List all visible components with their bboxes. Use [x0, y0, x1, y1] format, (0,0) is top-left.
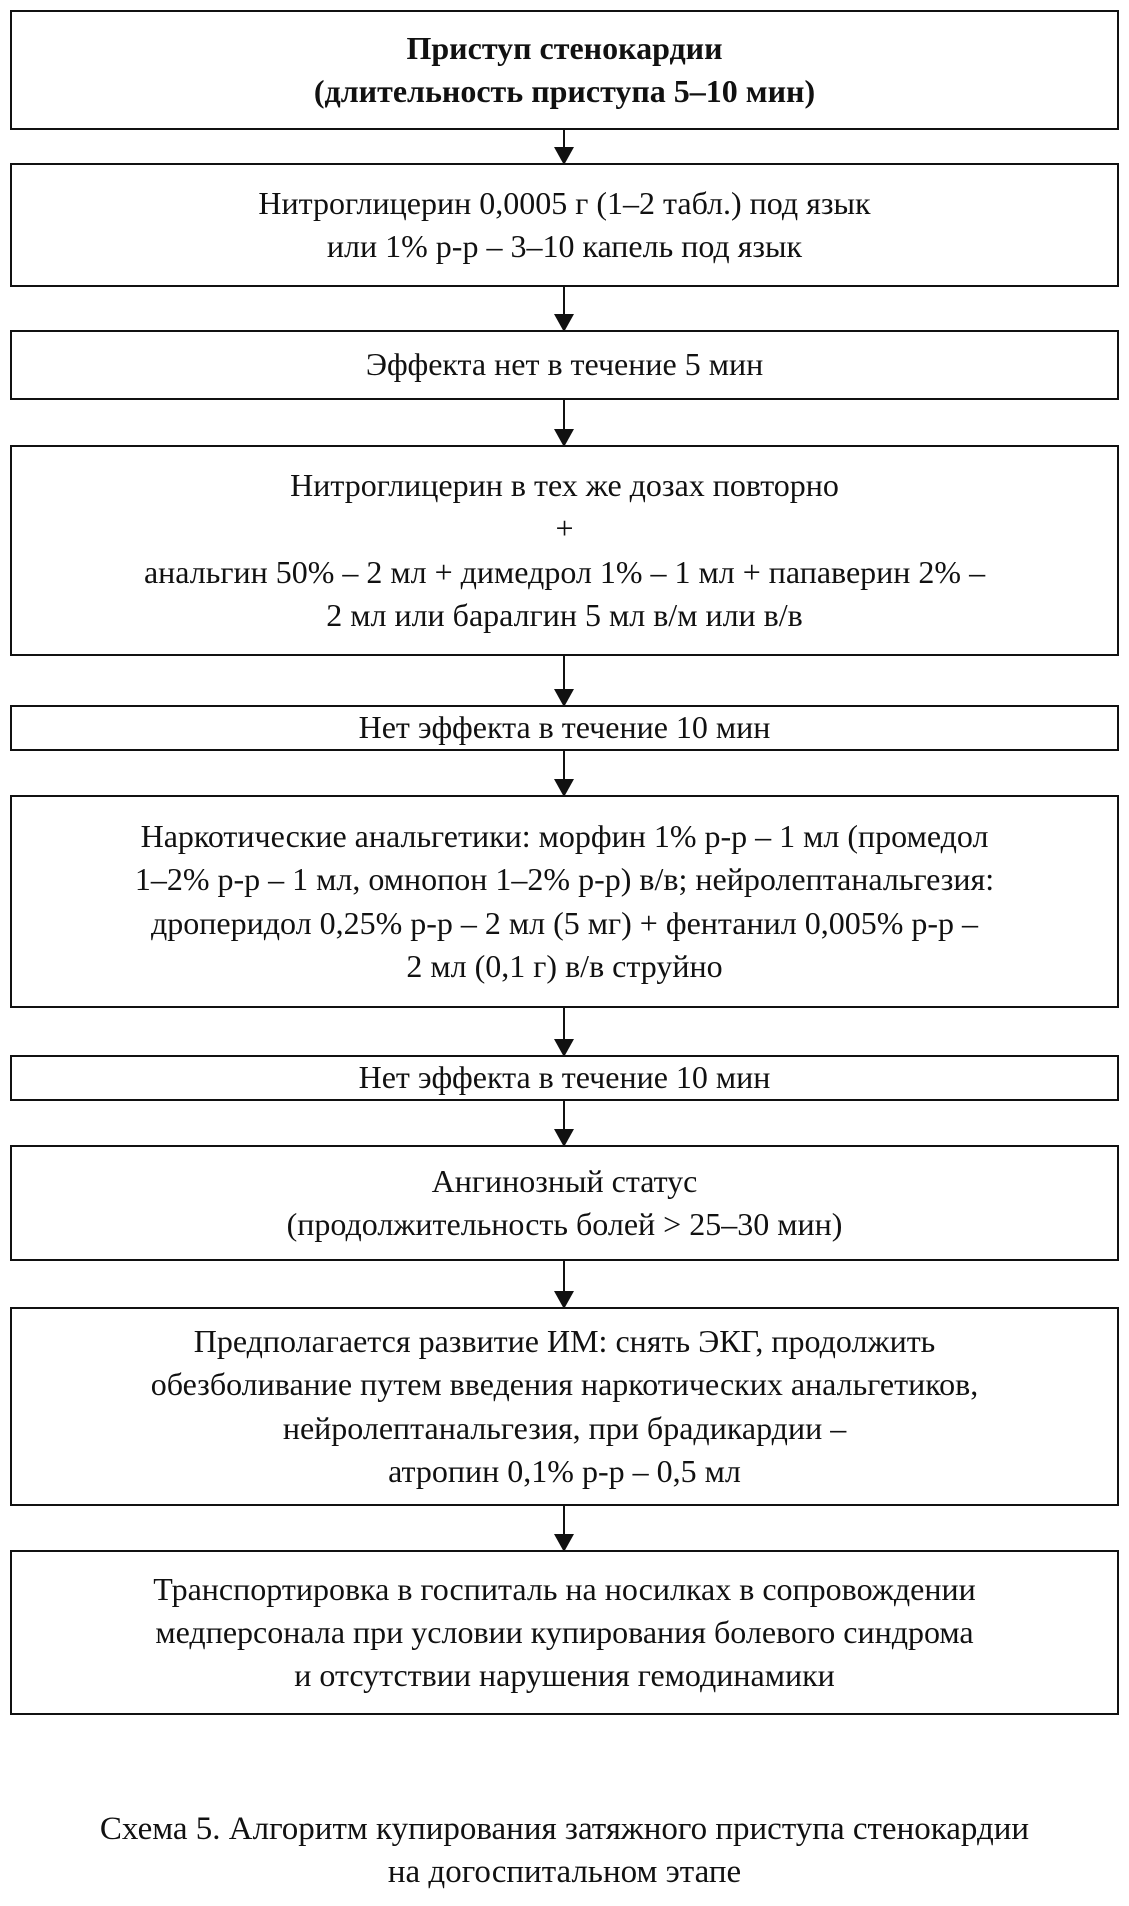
step-10-line-2: медперсонала при условии купирования болевого синдрома — [155, 1613, 974, 1650]
step-1-line-1: Приступ стенокардии — [406, 29, 723, 66]
step-9-line-3: нейролептанальгезия, при брадикардии – — [282, 1409, 847, 1446]
step-8-line-1: Ангинозный статус — [431, 1162, 698, 1199]
step-10-box — [10, 1550, 1119, 1715]
step-4-box — [10, 445, 1119, 656]
arrow-7-to-8 — [563, 1101, 565, 1145]
step-10-line-1: Транспортировка в госпиталь на носилках в сопровождении — [153, 1570, 976, 1607]
step-4-line-1: Нитроглицерин в тех же дозах повторно — [290, 467, 839, 504]
step-9-line-4: атропин 0,1% р-р – 0,5 мл — [388, 1452, 741, 1489]
step-4-line-4: 2 мл или баралгин 5 мл в/м или в/в — [326, 596, 803, 633]
arrow-9-to-10 — [563, 1506, 565, 1550]
step-2-line-2: или 1% р-р – 3–10 капель под язык — [326, 228, 803, 264]
step-4-line-2: + — [555, 510, 574, 547]
step-6-box — [10, 795, 1119, 1008]
arrow-6-to-7 — [563, 1008, 565, 1055]
step-8-line-2: (продолжительность болей > 25–30 мин) — [286, 1206, 843, 1242]
step-5-box — [10, 705, 1119, 751]
step-6-line-2: 1–2% р-р – 1 мл, омнопон 1–2% р-р) в/в; нейролептанальгезия: — [134, 861, 995, 898]
step-6-line-1: Наркотические анальгетики: морфин 1% р-р – 1 мл (промедол — [140, 818, 989, 855]
step-9-line-2: обезболивание путем введения наркотических анальгетиков, — [150, 1366, 979, 1403]
arrow-4-to-5 — [563, 656, 565, 705]
step-3-box — [10, 330, 1119, 400]
step-10-line-3: и отсутствии нарушения гемодинамики — [294, 1657, 835, 1694]
arrow-1-to-2 — [563, 130, 565, 163]
step-1-line-2: (длительность приступа 5–10 мин) — [313, 73, 816, 109]
step-7-line-1: Нет эффекта в течение 10 мин — [358, 1059, 771, 1096]
step-3-line-1: Эффекта нет в течение 5 мин — [365, 346, 764, 383]
step-2-line-1: Нитроглицерин 0,0005 г (1–2 табл.) под язык — [258, 184, 871, 221]
caption-line-2: на догоспитальном этапе — [387, 1853, 742, 1890]
step-6-line-4: 2 мл (0,1 г) в/в струйно — [406, 947, 723, 984]
step-6-line-3: дроперидол 0,25% р-р – 2 мл (5 мг) + фентанил 0,005% р-р – — [151, 904, 978, 941]
step-9-box — [10, 1307, 1119, 1506]
step-9-line-1: Предполагается развитие ИМ: снять ЭКГ, продолжить — [193, 1323, 936, 1360]
arrow-2-to-3 — [563, 287, 565, 330]
step-1-box — [10, 10, 1119, 130]
caption-line-1: Схема 5. Алгоритм купирования затяжного приступа стенокардии — [99, 1811, 1030, 1847]
step-7-box — [10, 1055, 1119, 1101]
arrow-5-to-6 — [563, 751, 565, 795]
step-8-box — [10, 1145, 1119, 1261]
step-4-line-3: анальгин 50% – 2 мл + димедрол 1% – 1 мл + папаверин 2% – — [143, 553, 986, 590]
figure-caption — [0, 1808, 1129, 1894]
arrow-8-to-9 — [563, 1261, 565, 1307]
step-5-line-1: Нет эффекта в течение 10 мин — [358, 709, 771, 746]
arrow-3-to-4 — [563, 400, 565, 445]
step-2-box — [10, 163, 1119, 287]
